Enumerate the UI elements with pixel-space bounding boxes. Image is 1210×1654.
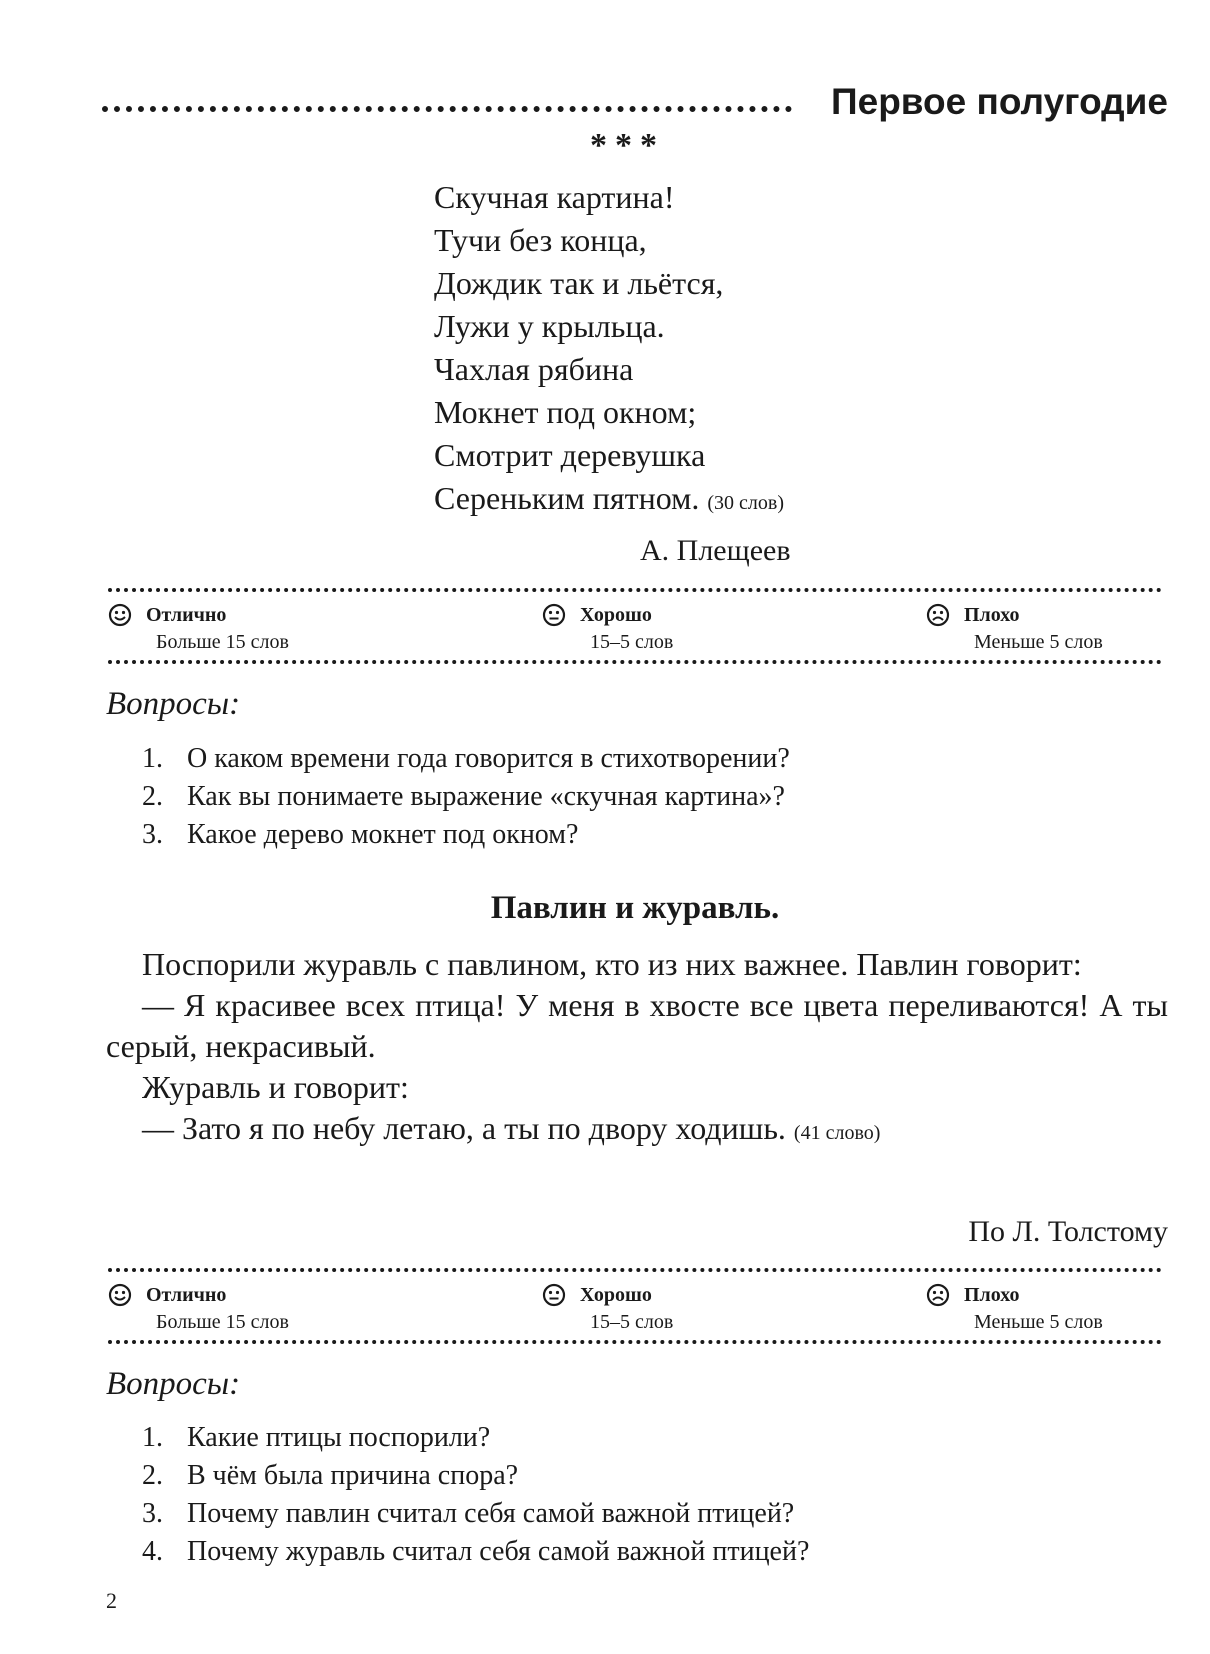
- sad-face-icon: [926, 603, 950, 627]
- rating-label: Отлично: [146, 1284, 227, 1306]
- question-number: 3.: [142, 1498, 163, 1529]
- poem-line: Тучи без конца,: [434, 222, 647, 258]
- story-paragraph: Поспорили журавль с павлином, кто из них важнее. Павлин говорит:: [142, 946, 1082, 982]
- rating-criteria: Больше 15 слов: [156, 631, 289, 653]
- story-title: Павлин и журавль.: [490, 890, 780, 926]
- rating-criteria: Меньше 5 слов: [974, 631, 1103, 653]
- story-text: [106, 944, 1168, 1154]
- sad-face-icon: [926, 1283, 950, 1307]
- story-paragraph: — Я красивее всех птица! У меня в хвосте все цвета переливаются! А ты серый, некрасивый.: [106, 987, 1168, 1064]
- question-text: Как вы понимаете выражение «скучная картина»?: [187, 781, 785, 812]
- rating-excellent: [108, 602, 289, 656]
- question-list: [142, 1419, 809, 1571]
- poem-line: Дождик так и льётся,: [434, 265, 724, 301]
- rating-label: Хорошо: [580, 1284, 652, 1306]
- question-item: [142, 740, 790, 778]
- question-text: Почему павлин считал себя самой важной птицей?: [187, 1498, 795, 1529]
- question-item: [142, 1457, 809, 1495]
- rating-good: [542, 1282, 673, 1336]
- rating-excellent: [108, 1282, 289, 1336]
- dotted-rule: [108, 1268, 1162, 1272]
- poem-line: Мокнет под окном;: [434, 394, 697, 430]
- question-number: 4.: [142, 1536, 163, 1567]
- rating-label: Плохо: [964, 1284, 1020, 1306]
- poem-asterisks: ***: [590, 127, 665, 164]
- rating-scale-1: [102, 588, 1168, 666]
- question-number: 3.: [142, 819, 163, 850]
- question-text: О каком времени года говорится в стихотворении?: [187, 743, 790, 774]
- rating-scale-2: [102, 1268, 1168, 1346]
- smile-face-icon: [108, 603, 132, 627]
- question-text: Почему журавль считал себя самой важной птицей?: [187, 1536, 810, 1567]
- story-word-count: (41 слово): [793, 1122, 881, 1144]
- poem-line-last: [434, 477, 784, 525]
- question-text: Какое дерево мокнет под окном?: [187, 819, 579, 850]
- question-list: [142, 740, 790, 854]
- rating-label: Хорошо: [580, 604, 652, 626]
- rating-label: Плохо: [964, 604, 1020, 626]
- rating-criteria: Меньше 5 слов: [974, 1311, 1103, 1333]
- questions-heading: Вопросы:: [106, 1366, 241, 1402]
- header-dotted-leader: [102, 106, 792, 112]
- questions-heading: Вопросы:: [106, 686, 241, 722]
- question-item: [142, 1533, 809, 1571]
- poem-line: Смотрит деревушка: [434, 437, 706, 473]
- question-text: Какие птицы поспорили?: [187, 1422, 491, 1453]
- neutral-face-icon: [542, 1283, 566, 1307]
- poem-line-text: Сереньким пятном.: [434, 480, 700, 516]
- question-text: В чём была причина спора?: [187, 1460, 519, 1491]
- question-number: 1.: [142, 743, 163, 774]
- page-header: [102, 80, 1168, 128]
- rating-bad: [926, 1282, 1103, 1336]
- rating-bad: [926, 602, 1103, 656]
- neutral-face-icon: [542, 603, 566, 627]
- smile-face-icon: [108, 1283, 132, 1307]
- story-author: По Л. Толстому: [968, 1215, 1168, 1248]
- question-item: [142, 1495, 809, 1533]
- question-item: [142, 816, 790, 854]
- section-title: Первое полугодие: [831, 81, 1168, 122]
- poem-line: Скучная картина!: [434, 179, 675, 215]
- question-item: [142, 778, 790, 816]
- page-number: 2: [106, 1588, 117, 1613]
- poem: [434, 176, 784, 525]
- story-paragraph-last: [106, 1108, 1168, 1154]
- dotted-rule: [108, 588, 1162, 592]
- dotted-rule: [108, 660, 1162, 664]
- question-number: 1.: [142, 1422, 163, 1453]
- question-number: 2.: [142, 781, 163, 812]
- poem-line: Лужи у крыльца.: [434, 308, 665, 344]
- story-paragraph: Журавль и говорит:: [142, 1069, 409, 1105]
- rating-criteria: 15–5 слов: [590, 631, 674, 653]
- dotted-rule: [108, 1340, 1162, 1344]
- story-line: — Зато я по небу летаю, а ты по двору ходишь.: [142, 1110, 786, 1146]
- rating-criteria: 15–5 слов: [590, 1311, 674, 1333]
- question-number: 2.: [142, 1460, 163, 1491]
- rating-label: Отлично: [146, 604, 227, 626]
- poem-author: А. Плещеев: [640, 534, 791, 567]
- poem-line: Чахлая рябина: [434, 351, 634, 387]
- rating-criteria: Больше 15 слов: [156, 1311, 289, 1333]
- rating-good: [542, 602, 673, 656]
- question-item: [142, 1419, 809, 1457]
- poem-word-count: (30 слов): [707, 492, 784, 514]
